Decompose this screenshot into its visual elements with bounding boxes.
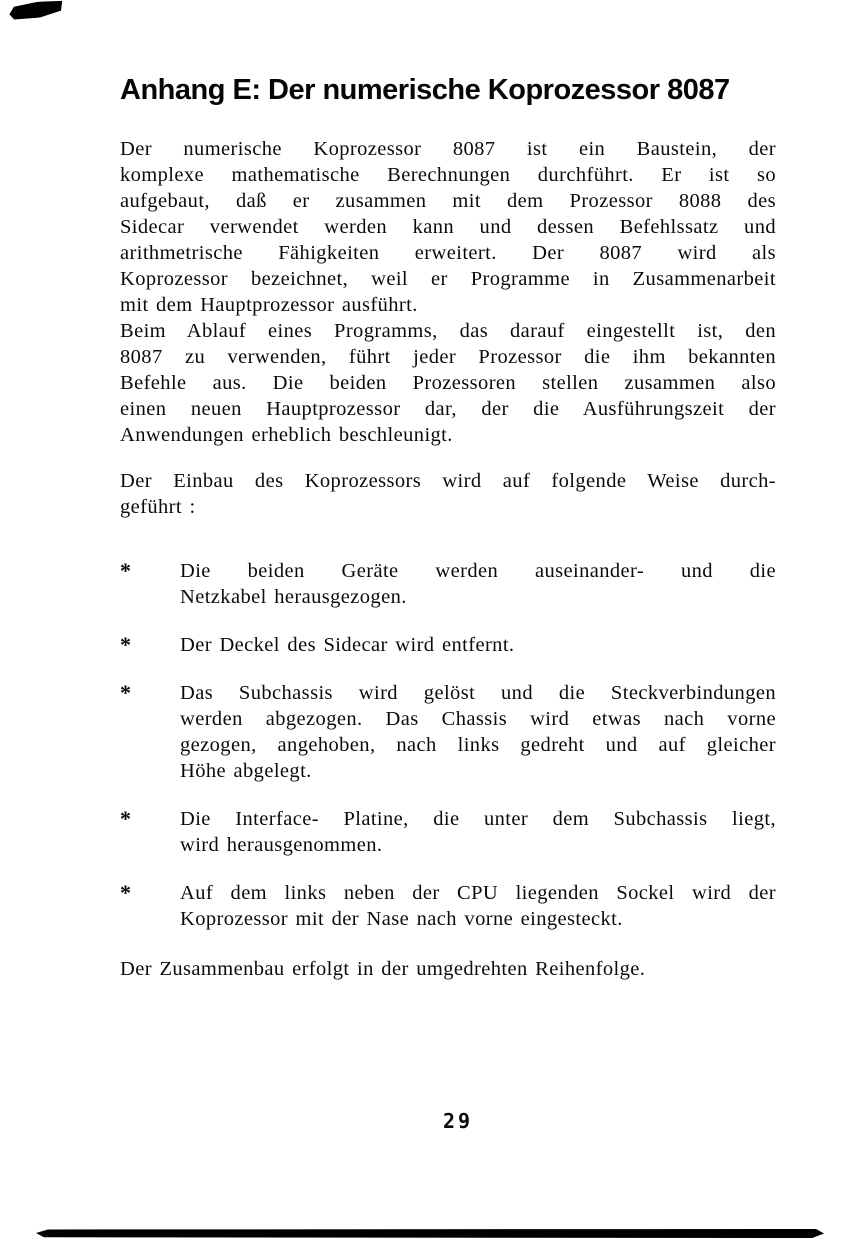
bullet-text (180, 806, 776, 858)
bullet-marker: * (120, 806, 132, 831)
text-line: geführt : (120, 496, 196, 518)
bullet-marker: * (120, 880, 132, 905)
text-line: komplexe mathematische Berechnungen durchführt. Er ist so (120, 164, 776, 186)
text-line: aufgebaut, daß er zusammen mit dem Prozessor 8088 des (120, 190, 776, 212)
text-line: Netzkabel herausgezogen. (180, 586, 407, 608)
text-line: Höhe abgelegt. (180, 760, 312, 782)
text-line: Das Subchassis wird gelöst und die Steckverbindungen (180, 682, 776, 704)
bullet-text (180, 880, 776, 932)
list-item (120, 632, 776, 658)
bullet-marker: * (120, 632, 132, 657)
text-line: Auf dem links neben der CPU liegenden Sockel wird der (180, 882, 776, 904)
text-line: Der Einbau des Koprozessors wird auf folgende Weise durch- (120, 470, 776, 492)
text-line: 8087 zu verwenden, führt jeder Prozessor die ihm bekannten (120, 346, 776, 368)
page-content (120, 0, 776, 1134)
bullet-text (180, 632, 776, 658)
text-line: arithmetrische Fähigkeiten erweitert. Der 8087 wird als (120, 242, 776, 264)
bullet-text (180, 558, 776, 610)
text-line: gezogen, angehoben, nach links gedreht und auf gleicher (180, 734, 776, 756)
text-line: Der Deckel des Sidecar wird entfernt. (180, 634, 515, 656)
text-line: Koprozessor mit der Nase nach vorne eingesteckt. (180, 908, 623, 930)
paragraph-1 (120, 136, 776, 318)
text-line: Beim Ablauf eines Programms, das darauf eingestellt ist, den (120, 320, 776, 342)
bullet-text (180, 680, 776, 784)
text-line: Die Interface- Platine, die unter dem Subchassis liegt, (180, 808, 776, 830)
text-line: Koprozessor bezeichnet, weil er Programme in Zusammenarbeit (120, 268, 776, 290)
text-line: Die beiden Geräte werden auseinander- und die (180, 560, 776, 582)
paragraph-2 (120, 318, 776, 448)
text-line: werden abgezogen. Das Chassis wird etwas nach vorne (180, 708, 776, 730)
list-item (120, 680, 776, 784)
install-steps-list (120, 558, 776, 932)
closing-line: Der Zusammenbau erfolgt in der umgedrehten Reihenfolge. (120, 958, 646, 980)
text-line: Befehle aus. Die beiden Prozessoren stellen zusammen also (120, 372, 776, 394)
page-title: Anhang E: Der numerische Koprozessor 8087 (120, 74, 730, 106)
scan-artifact-top-left (8, 0, 63, 21)
list-item (120, 880, 776, 932)
list-item (120, 558, 776, 610)
text-line: wird herausgenommen. (180, 834, 383, 856)
text-line: mit dem Hauptprozessor ausführt. (120, 294, 418, 316)
text-line: Anwendungen erheblich beschleunigt. (120, 424, 453, 446)
page-number: 29 (442, 1109, 474, 1133)
bullet-marker: * (120, 558, 132, 583)
bullet-marker: * (120, 680, 132, 705)
list-item (120, 806, 776, 858)
scan-artifact-bottom (36, 1229, 824, 1238)
text-line: Sidecar verwendet werden kann und dessen Befehlssatz und (120, 216, 776, 238)
text-line: Der numerische Koprozessor 8087 ist ein Baustein, der (120, 138, 776, 160)
text-line: einen neuen Hauptprozessor dar, der die Ausführungszeit der (120, 398, 776, 420)
install-intro (120, 468, 776, 520)
